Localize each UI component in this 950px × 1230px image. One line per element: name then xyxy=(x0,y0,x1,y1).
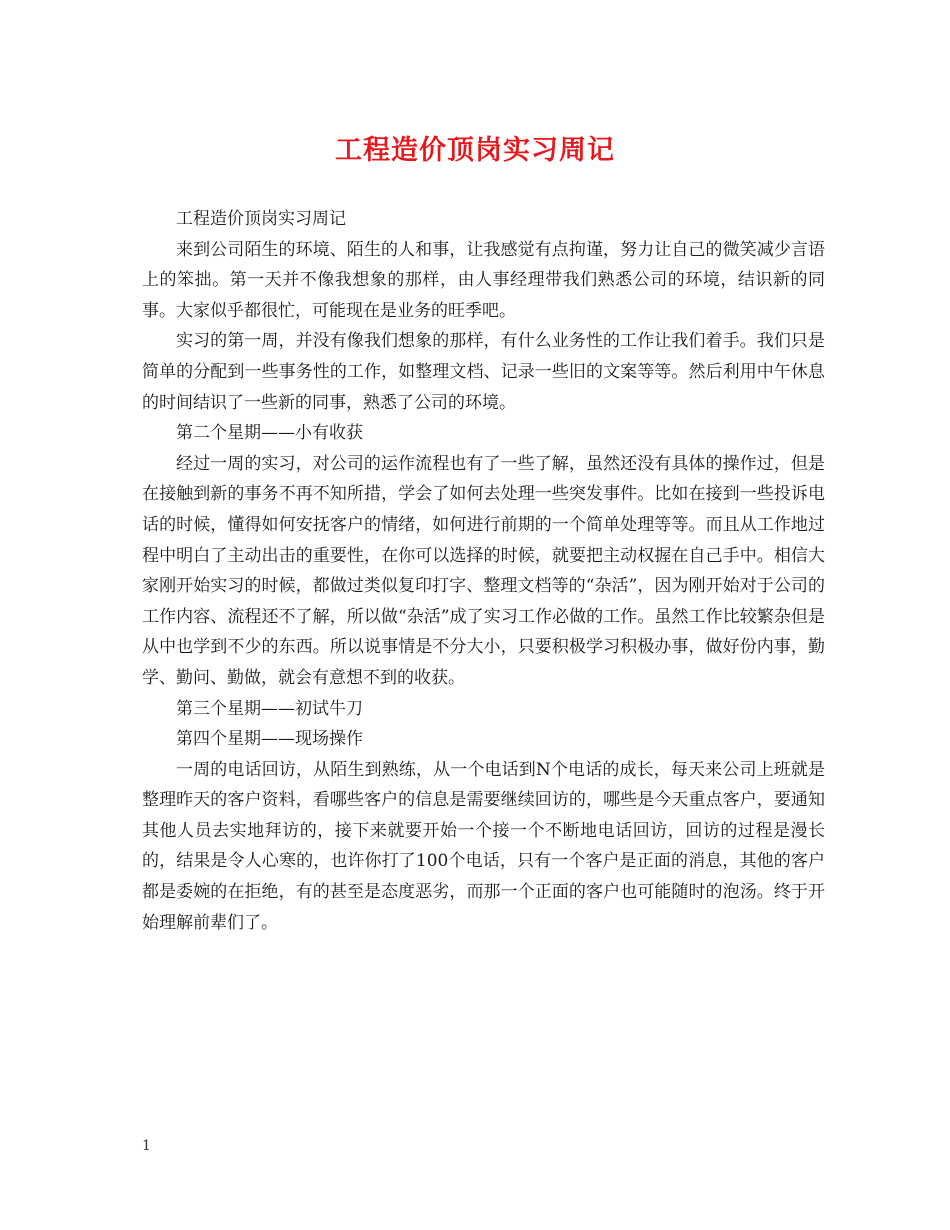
paragraph-heading: 工程造价顶岗实习周记 xyxy=(176,209,346,229)
section-heading-week-3: 第三个星期——初试牛刀 xyxy=(176,698,363,719)
section-heading-week-2: 第二个星期——小有收获 xyxy=(176,423,363,444)
section-heading-week-4: 第四个星期——现场操作 xyxy=(176,729,363,750)
paragraph-second-week: 经过一周的实习，对公司的运作流程也有了一些了解，虽然还没有具体的操作过，但是在接触到新的事务不再不知所措，学会了如何去处理一些突发事件。比如在接到一些投诉电话的时候，懂得如何安抚客户的情绪，如何进行前期的一个简单处理等等。而且从工作地过程中明白了主动出击的重要性，在你可以选择的时候，就要把主动权握在自己手中。相信大家刚开始实习的时候，都做过类似复印打字、整理文档等的“杂活”，因为刚开始对于公司的工作内容、流程还不了解，所以做“杂活”成了实习工作必做的工作。虽然工作比较繁杂但是从中也学到不少的东西。所以说事情是不分大小，只要积极学习积极办事，做好份内事，勤学、勤问、勤做，就会有意想不到的收获。 xyxy=(142,453,825,688)
document-body xyxy=(142,204,825,938)
page-title: 工程造价顶岗实习周记 xyxy=(335,135,615,166)
paragraph-fourth-week: 一周的电话回访，从陌生到熟练，从一个电话到N个电话的成长，每天来公司上班就是整理昨天的客户资料，看哪些客户的信息是需要继续回访的，哪些是今天重点客户，要通知其他人员去实地拜访的，接下来就要开始一个接一个不断地电话回访，回访的过程是漫长的，结果是令人心寒的，也许你打了100个电话，只有一个客户是正面的消息，其他的客户都是委婉的在拒绝，有的甚至是态度恶劣，而那一个正面的客户也可能随时的泡汤。终于开始理解前辈们了。 xyxy=(142,759,825,933)
page-number: 1 xyxy=(142,1138,151,1154)
paragraph-first-day: 来到公司陌生的环境、陌生的人和事，让我感觉有点拘谨，努力让自己的微笑减少言语上的笨拙。第一天并不像我想象的那样，由人事经理带我们熟悉公司的环境，结识新的同事。大家似乎都很忙，可能现在是业务的旺季吧。 xyxy=(142,239,825,321)
paragraph-first-week: 实习的第一周，并没有像我们想象的那样，有什么业务性的工作让我们着手。我们只是简单的分配到一些事务性的工作，如整理文档、记录一些旧的文案等等。然后利用中午休息的时间结识了一些新的同事，熟悉了公司的环境。 xyxy=(142,331,825,413)
